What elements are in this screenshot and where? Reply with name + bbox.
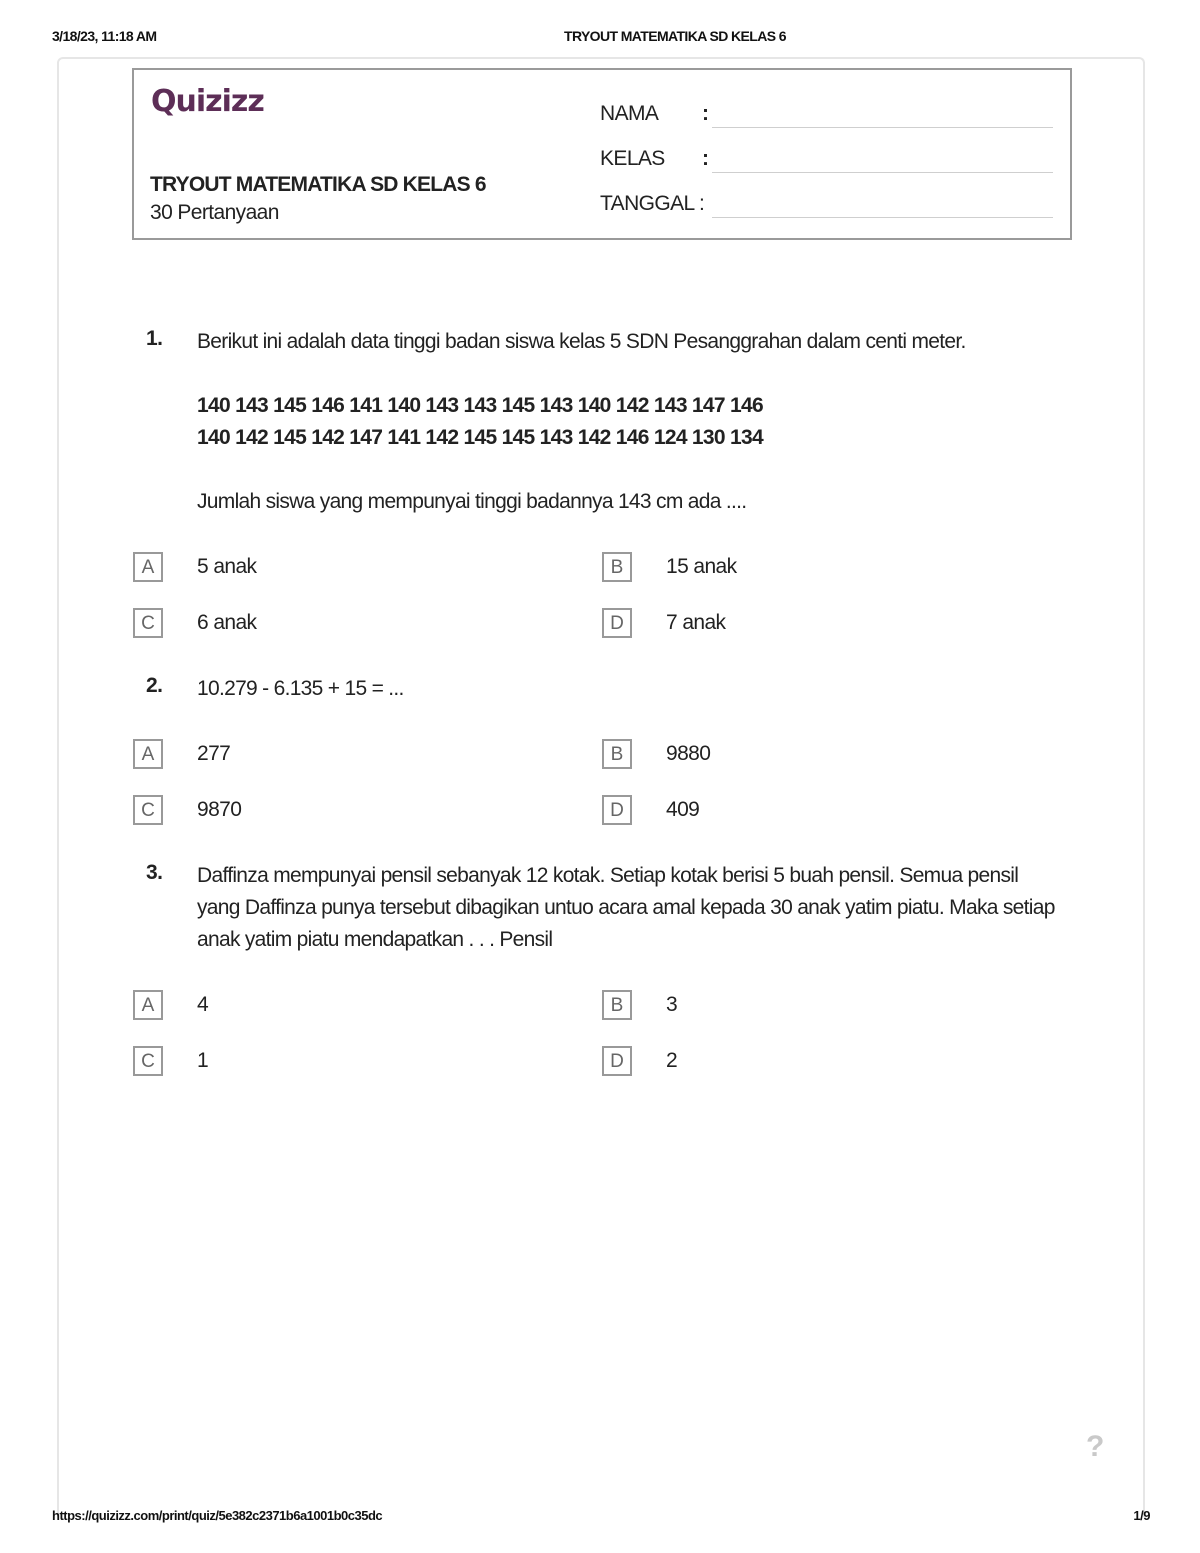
tanggal-line bbox=[712, 217, 1053, 218]
q3-option-c-letter[interactable]: C bbox=[133, 1046, 163, 1076]
q2-option-d-letter[interactable]: D bbox=[602, 795, 632, 825]
q3-option-a-text[interactable]: 4 bbox=[197, 993, 209, 1016]
kelas-line bbox=[712, 172, 1053, 173]
q2-option-c-letter[interactable]: C bbox=[133, 795, 163, 825]
q2-option-b-letter[interactable]: B bbox=[602, 739, 632, 769]
print-url: https://quizizz.com/print/quiz/5e382c2371b6a1001b0c35dc bbox=[52, 1508, 383, 1523]
q3-option-b-letter[interactable]: B bbox=[602, 990, 632, 1020]
print-datetime: 3/18/23, 11:18 AM bbox=[52, 28, 157, 44]
page-number: 1/9 bbox=[1133, 1508, 1150, 1523]
q2-option-d-text[interactable]: 409 bbox=[666, 798, 700, 821]
q2-option-a-text[interactable]: 277 bbox=[197, 742, 231, 765]
q1-option-c-text[interactable]: 6 anak bbox=[197, 611, 257, 634]
question-2-number: 2. bbox=[146, 674, 163, 697]
q2-option-a-letter[interactable]: A bbox=[133, 739, 163, 769]
q1-option-c-letter[interactable]: C bbox=[133, 608, 163, 638]
nama-line bbox=[712, 127, 1053, 128]
q3-option-d-letter[interactable]: D bbox=[602, 1046, 632, 1076]
q2-option-b-text[interactable]: 9880 bbox=[666, 742, 711, 765]
question-1-data-line-1: 140 143 145 146 141 140 143 143 145 143 140 142 143 147 146 bbox=[197, 394, 763, 417]
q2-option-c-text[interactable]: 9870 bbox=[197, 798, 242, 821]
q1-option-d-letter[interactable]: D bbox=[602, 608, 632, 638]
q1-option-b-letter[interactable]: B bbox=[602, 552, 632, 582]
q1-option-a-text[interactable]: 5 anak bbox=[197, 555, 257, 578]
kelas-label: KELAS bbox=[600, 147, 665, 170]
q1-option-d-text[interactable]: 7 anak bbox=[666, 611, 726, 634]
print-doc-title: TRYOUT MATEMATIKA SD KELAS 6 bbox=[564, 28, 786, 44]
question-3-number: 3. bbox=[146, 861, 163, 884]
question-count: 30 Pertanyaan bbox=[150, 201, 279, 224]
question-1-number: 1. bbox=[146, 327, 163, 350]
question-2-prompt: 10.279 - 6.135 + 15 = ... bbox=[197, 677, 404, 700]
kelas-field bbox=[600, 133, 1055, 173]
kelas-colon: : bbox=[702, 147, 709, 170]
tanggal-field bbox=[600, 178, 1055, 218]
question-1-prompt: Jumlah siswa yang mempunyai tinggi badannya 143 cm ada .... bbox=[197, 490, 747, 513]
print-header bbox=[52, 28, 1150, 48]
nama-colon: : bbox=[702, 102, 709, 125]
q3-option-b-text[interactable]: 3 bbox=[666, 993, 678, 1016]
nama-label: NAMA bbox=[600, 102, 659, 125]
quiz-title: TRYOUT MATEMATIKA SD KELAS 6 bbox=[150, 173, 486, 196]
quizizz-logo: Quizizz bbox=[151, 84, 264, 119]
tanggal-label: TANGGAL : bbox=[600, 192, 705, 215]
help-icon[interactable]: ? bbox=[1086, 1430, 1105, 1463]
quiz-header-box bbox=[132, 68, 1072, 240]
q1-option-b-text[interactable]: 15 anak bbox=[666, 555, 737, 578]
q3-option-d-text[interactable]: 2 bbox=[666, 1049, 678, 1072]
q1-option-a-letter[interactable]: A bbox=[133, 552, 163, 582]
question-3-prompt: Daffinza mempunyai pensil sebanyak 12 kotak. Setiap kotak berisi 5 buah pensil. Semua pensil yang Daffinza punya tersebut dibagikan untuo acara amal kepada 30 anak yatim piatu. Maka setiap anak yatim piatu mendapatkan . . . Pensil bbox=[197, 864, 1055, 951]
nama-field bbox=[600, 88, 1055, 128]
print-footer bbox=[52, 1508, 1150, 1528]
q3-option-c-text[interactable]: 1 bbox=[197, 1049, 209, 1072]
q3-option-a-letter[interactable]: A bbox=[133, 990, 163, 1020]
question-1-intro: Berikut ini adalah data tinggi badan siswa kelas 5 SDN Pesanggrahan dalam centi meter. bbox=[197, 330, 966, 353]
question-1-data-line-2: 140 142 145 142 147 141 142 145 145 143 142 146 124 130 134 bbox=[197, 426, 763, 449]
page-card bbox=[57, 57, 1145, 1517]
